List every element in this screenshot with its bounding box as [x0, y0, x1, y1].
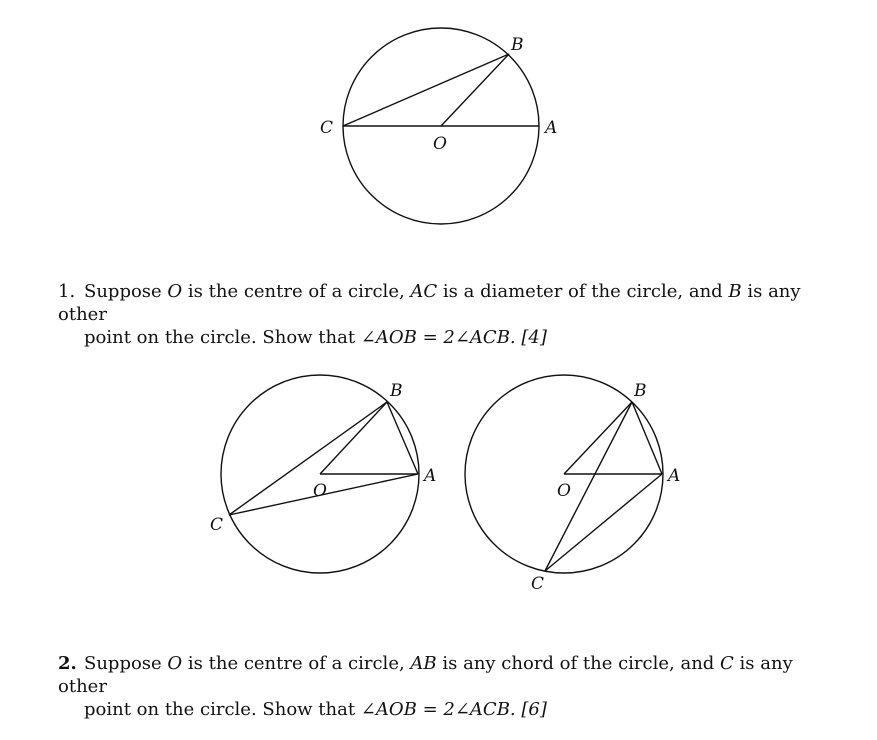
fig1-label-c: C — [320, 118, 334, 138]
problem-1-var-b: B — [728, 281, 742, 302]
problem-1-line-1 — [58, 280, 838, 326]
problem-2-text: Suppose — [84, 653, 168, 674]
fig2-label-o: O — [313, 481, 327, 501]
problem-1-line-2 — [58, 326, 838, 349]
problem-1-number: 1. — [58, 281, 76, 302]
problem-1-var-ac: AC — [410, 281, 438, 302]
fig3-label-a: A — [668, 466, 681, 486]
problem-2 — [58, 652, 838, 721]
problem-2-text: is any chord of the circle, and — [436, 653, 721, 674]
fig2-label-c: C — [210, 515, 224, 535]
problem-1-equation: ∠AOB = 2∠ACB. — [360, 327, 516, 348]
problem-1-text: is any other — [58, 281, 801, 325]
problem-2-var-ab: AB — [410, 653, 437, 674]
problem-1-text: Suppose — [84, 281, 168, 302]
fig2-label-a: A — [424, 466, 437, 486]
problem-2-line-2 — [58, 698, 838, 721]
fig1-label-a: A — [545, 118, 558, 138]
problem-1-var-o: O — [167, 281, 183, 302]
fig1-radius-ob — [441, 54, 509, 126]
problem-1-marks: [4] — [521, 327, 547, 348]
problem-2-text: is any other — [58, 653, 793, 697]
problem-1-text: point on the circle. Show that — [84, 327, 361, 348]
fig3-label-b: B — [634, 381, 647, 401]
fig1-chord-cb — [343, 54, 509, 126]
problem-2-text: is the centre of a circle, — [182, 653, 411, 674]
fig2-label-b: B — [390, 381, 403, 401]
problem-2-text: point on the circle. Show that — [84, 699, 361, 720]
problem-2-equation: ∠AOB = 2∠ACB. — [360, 699, 516, 720]
problem-2-line-1 — [58, 652, 838, 698]
fig1-label-o: O — [433, 134, 447, 154]
fig3-label-o: O — [557, 481, 571, 501]
problem-2-number: 2. — [58, 653, 77, 674]
problem-2-var-c: C — [720, 653, 734, 674]
problem-1 — [58, 280, 838, 349]
problem-2-marks: [6] — [521, 699, 547, 720]
fig3-label-c: C — [531, 574, 545, 594]
problem-1-text: is a diameter of the circle, and — [437, 281, 729, 302]
problem-2-var-o: O — [167, 653, 183, 674]
fig1-label-b: B — [511, 35, 524, 55]
problem-1-text: is the centre of a circle, — [182, 281, 411, 302]
